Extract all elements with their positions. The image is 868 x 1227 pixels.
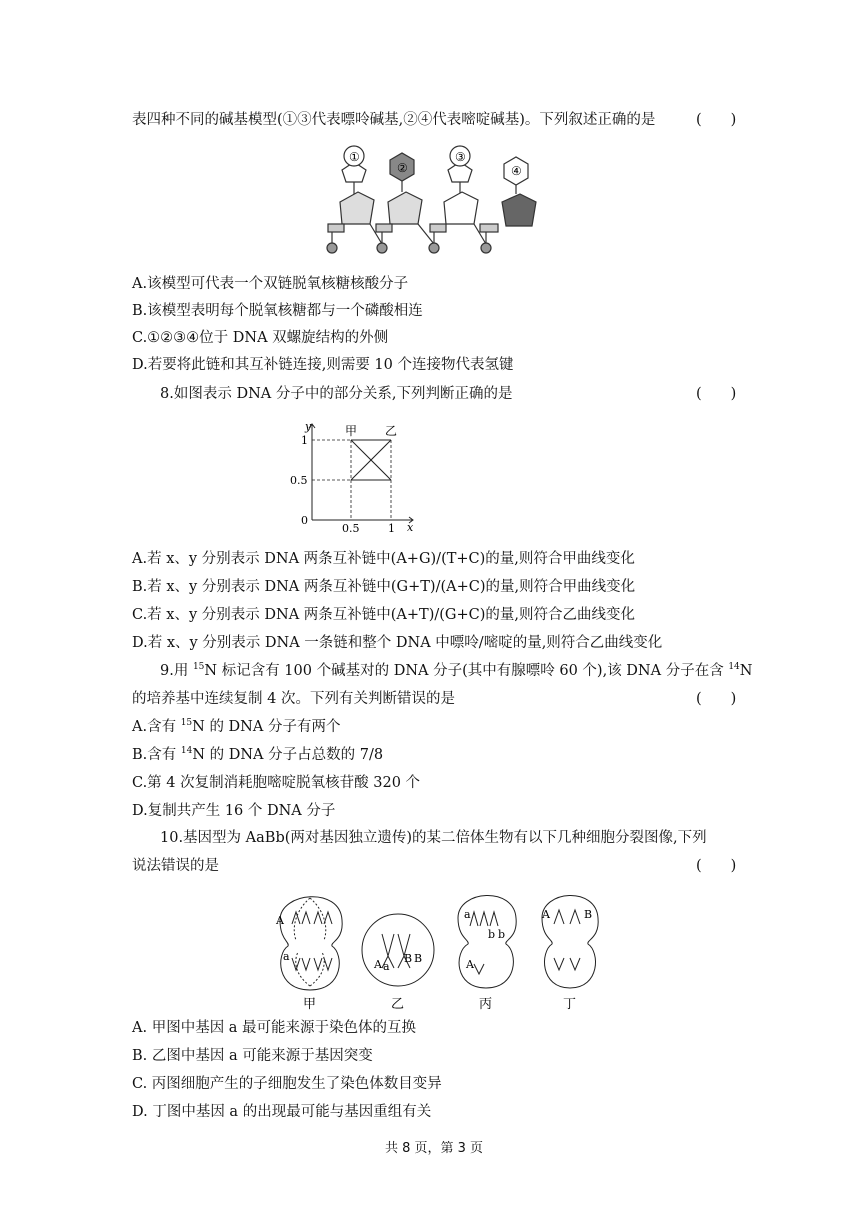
- q10-option-b: B. 乙图中基因 a 可能来源于基因突变: [132, 1048, 373, 1064]
- q8-answer-paren: ( ): [696, 386, 737, 402]
- q9-option-a-part1: A.含有: [132, 719, 181, 735]
- cell-label-ding: 丁: [563, 997, 577, 1012]
- q9-option-d: D.复制共产生 16 个 DNA 分子: [132, 803, 336, 819]
- jia-gene-a: a: [283, 950, 290, 963]
- yi-gene-A: A: [374, 958, 382, 971]
- q10-answer-paren: ( ): [696, 858, 737, 874]
- cell-label-yi: 乙: [391, 997, 405, 1012]
- x-axis-label: x: [407, 521, 414, 534]
- cell-division-diagram: [270, 882, 610, 1012]
- yi-gene-B2: B: [414, 952, 423, 965]
- jia-gene-A: A: [276, 914, 284, 927]
- q9-stem-part1: 9.用: [160, 663, 193, 679]
- q7-stem: 表四种不同的碱基模型(①③代表嘌呤碱基,②④代表嘧啶碱基)。下列叙述正确的是: [132, 112, 656, 128]
- q9-option-a-part2: N 的 DNA 分子有两个: [192, 719, 341, 735]
- q10-option-a: A. 甲图中基因 a 最可能来源于染色体的互换: [132, 1020, 417, 1036]
- q10-stem-line1: 10.基因型为 AaBb(两对基因独立遗传)的某二倍体生物有以下几种细胞分裂图像,下列: [160, 830, 707, 846]
- base-label-2: ②: [397, 161, 408, 175]
- base-label-3: ③: [455, 150, 466, 164]
- y-tick-0: 0: [301, 514, 308, 527]
- bing-gene-b1: b: [488, 928, 496, 941]
- bing-gene-a: a: [464, 908, 471, 921]
- y-tick-0-5: 0.5: [290, 474, 308, 487]
- q8-stem: 8.如图表示 DNA 分子中的部分关系,下列判断正确的是: [160, 386, 513, 402]
- yi-gene-a: a: [383, 960, 390, 973]
- q9-answer-paren: ( ): [696, 691, 737, 707]
- cell-label-jia: 甲: [303, 997, 317, 1012]
- q10-option-c: C. 丙图细胞产生的子细胞发生了染色体数目变异: [132, 1076, 442, 1092]
- y-tick-1: 1: [301, 434, 308, 447]
- x-tick-0-5: 0.5: [342, 522, 360, 535]
- q9-option-b-part1: B.含有: [132, 747, 181, 763]
- q9-stem-line1: [160, 661, 752, 681]
- q7-option-b: B.该模型表明每个脱氧核糖都与一个磷酸相连: [132, 303, 423, 319]
- q9-sup-15: 15: [192, 662, 205, 672]
- q9-option-a-sup: 15: [180, 718, 193, 728]
- bing-gene-A: A: [466, 958, 474, 971]
- q9-sup-14: 14: [728, 662, 740, 672]
- base-label-1: ①: [349, 150, 360, 164]
- q8-option-b: B.若 x、y 分别表示 DNA 两条互补链中(G+T)/(A+C)的量,则符合甲曲线变化: [132, 579, 636, 595]
- q9-option-b-part2: N 的 DNA 分子占总数的 7/8: [192, 747, 384, 763]
- q9-stem-part3: N: [739, 663, 753, 679]
- page-footer: 共 8 页，第 3 页: [384, 1141, 484, 1156]
- q9-stem-line2: 的培养基中连续复制 4 次。下列有关判断错误的是: [132, 691, 455, 707]
- q10-option-d: D. 丁图中基因 a 的出现最可能与基因重组有关: [132, 1104, 432, 1120]
- q9-option-b-sup: 14: [180, 746, 193, 756]
- base-label-4: ④: [511, 164, 522, 178]
- x-tick-1: 1: [388, 522, 395, 535]
- q9-option-b: [132, 745, 383, 765]
- q9-option-c: C.第 4 次复制消耗胞嘧啶脱氧核苷酸 320 个: [132, 775, 421, 791]
- q9-stem-part2: N 标记含有 100 个碱基对的 DNA 分子(其中有腺嘌呤 60 个),该 DNA 分子在含: [204, 663, 729, 679]
- q7-option-d: D.若要将此链和其互补链连接,则需要 10 个连接物代表氢键: [132, 357, 514, 373]
- q7-option-a: A.该模型可代表一个双链脱氧核糖核酸分子: [132, 276, 409, 292]
- q7-answer-paren: ( ): [696, 112, 737, 128]
- q7-option-c: C.①②③④位于 DNA 双螺旋结构的外侧: [132, 330, 389, 346]
- q8-option-d: D.若 x、y 分别表示 DNA 一条链和整个 DNA 中嘌呤/嘧啶的量,则符合乙曲线变化: [132, 635, 663, 651]
- ratio-graph: [285, 418, 425, 538]
- nucleotide-chain-diagram: [320, 142, 540, 260]
- q8-option-a: A.若 x、y 分别表示 DNA 两条互补链中(A+G)/(T+C)的量,则符合甲曲线变化: [132, 551, 635, 567]
- q8-option-c: C.若 x、y 分别表示 DNA 两条互补链中(A+T)/(G+C)的量,则符合乙曲线变化: [132, 607, 636, 623]
- ding-gene-B: B: [584, 908, 593, 921]
- q10-stem-line2: 说法错误的是: [132, 858, 219, 874]
- q9-option-a: [132, 717, 340, 737]
- yi-gene-B1: B: [404, 952, 413, 965]
- y-axis-label: y: [305, 420, 312, 433]
- curve-label-jia: 甲: [345, 424, 358, 438]
- curve-label-yi: 乙: [385, 424, 398, 438]
- bing-gene-b2: b: [498, 928, 506, 941]
- cell-label-bing: 丙: [479, 997, 493, 1012]
- ding-gene-A: A: [542, 908, 550, 921]
